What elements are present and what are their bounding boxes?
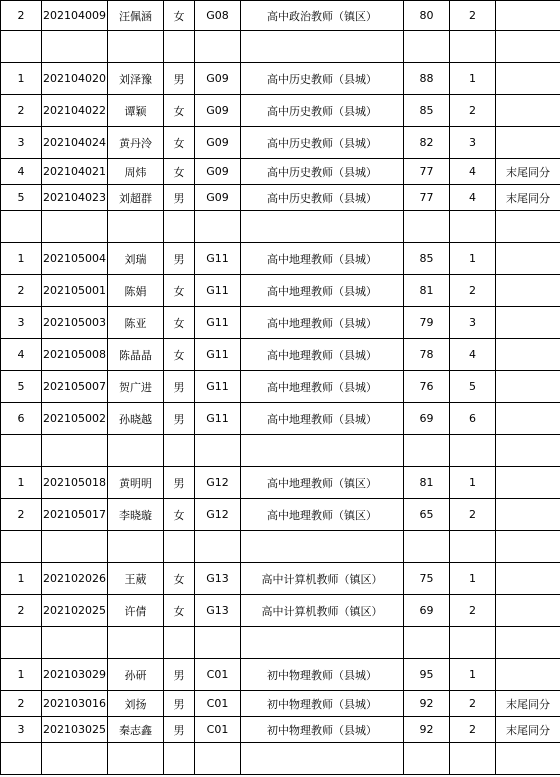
table-row [1,159,560,185]
post-name-cell: 高中地理教师（县城） [241,275,404,307]
name-cell [108,211,164,243]
post-name-cell [241,31,404,63]
score-cell [404,531,450,563]
name-cell [108,627,164,659]
post-code-cell: C01 [195,717,241,743]
post-name-cell: 初中物理教师（县城） [241,691,404,717]
exam-id-cell: 202105003 [42,307,108,339]
seq-cell: 1 [1,659,42,691]
remark-cell: 末尾同分 [496,185,560,211]
score-cell: 77 [404,185,450,211]
rank-cell: 6 [450,403,496,435]
score-cell: 80 [404,1,450,31]
score-cell: 75 [404,563,450,595]
rank-cell: 1 [450,63,496,95]
score-cell: 77 [404,159,450,185]
post-name-cell: 高中计算机教师（镇区） [241,563,404,595]
table-row [1,371,560,403]
table-row [1,659,560,691]
name-cell: 刘泽豫 [108,63,164,95]
exam-id-cell: 202104024 [42,127,108,159]
post-name-cell [241,435,404,467]
remark-cell [496,435,560,467]
score-cell [404,743,450,775]
rank-cell [450,627,496,659]
exam-id-cell: 202105018 [42,467,108,499]
remark-cell [496,531,560,563]
post-code-cell [195,743,241,775]
seq-cell [1,627,42,659]
name-cell: 陈晶晶 [108,339,164,371]
exam-id-cell: 202105008 [42,339,108,371]
name-cell: 陈娟 [108,275,164,307]
name-cell [108,435,164,467]
seq-cell: 6 [1,403,42,435]
seq-cell: 1 [1,467,42,499]
seq-cell: 5 [1,371,42,403]
gender-cell: 男 [164,467,195,499]
post-code-cell: G13 [195,563,241,595]
name-cell: 刘瑞 [108,243,164,275]
exam-id-cell [42,627,108,659]
post-code-cell: G11 [195,339,241,371]
name-cell: 谭颖 [108,95,164,127]
remark-cell [496,371,560,403]
post-code-cell: G12 [195,499,241,531]
gender-cell [164,211,195,243]
remark-cell [496,243,560,275]
score-cell [404,627,450,659]
post-name-cell [241,743,404,775]
seq-cell [1,743,42,775]
seq-cell: 2 [1,275,42,307]
remark-cell [496,563,560,595]
table-row [1,1,560,31]
rank-cell: 3 [450,127,496,159]
post-code-cell [195,435,241,467]
gender-cell: 女 [164,159,195,185]
post-code-cell: G09 [195,63,241,95]
score-cell: 92 [404,717,450,743]
gender-cell [164,743,195,775]
exam-id-cell: 202104023 [42,185,108,211]
remark-cell [496,275,560,307]
remark-cell [496,743,560,775]
remark-cell [496,95,560,127]
exam-id-cell: 202103025 [42,717,108,743]
remark-cell [496,339,560,371]
rank-cell [450,743,496,775]
remark-cell: 末尾同分 [496,691,560,717]
seq-cell: 1 [1,563,42,595]
seq-cell: 2 [1,595,42,627]
score-cell: 95 [404,659,450,691]
rank-cell: 2 [450,499,496,531]
seq-cell: 2 [1,95,42,127]
blank-row [1,31,560,63]
rank-cell: 3 [450,307,496,339]
name-cell: 陈亚 [108,307,164,339]
score-cell: 81 [404,467,450,499]
post-name-cell: 高中地理教师（县城） [241,403,404,435]
post-code-cell: C01 [195,659,241,691]
gender-cell: 女 [164,275,195,307]
seq-cell: 3 [1,717,42,743]
exam-id-cell: 202105017 [42,499,108,531]
remark-cell [496,307,560,339]
post-name-cell: 初中物理教师（县城） [241,659,404,691]
name-cell: 汪佩涵 [108,1,164,31]
post-code-cell: G09 [195,185,241,211]
exam-id-cell: 202104020 [42,63,108,95]
post-name-cell: 高中历史教师（县城） [241,95,404,127]
rank-cell: 2 [450,275,496,307]
gender-cell: 男 [164,371,195,403]
score-cell [404,435,450,467]
name-cell: 许倩 [108,595,164,627]
post-code-cell [195,31,241,63]
rank-cell: 2 [450,691,496,717]
table-row [1,499,560,531]
name-cell: 孙晓越 [108,403,164,435]
exam-id-cell: 202105004 [42,243,108,275]
table-row [1,691,560,717]
table-row [1,563,560,595]
post-code-cell: G09 [195,159,241,185]
exam-id-cell: 202104022 [42,95,108,127]
post-name-cell: 高中历史教师（县城） [241,185,404,211]
post-name-cell: 高中地理教师（镇区） [241,499,404,531]
table-row [1,63,560,95]
post-code-cell: C01 [195,691,241,717]
gender-cell: 女 [164,95,195,127]
post-code-cell [195,627,241,659]
post-name-cell: 初中物理教师（县城） [241,717,404,743]
rank-cell [450,531,496,563]
seq-cell: 3 [1,307,42,339]
name-cell [108,743,164,775]
exam-id-cell: 202105002 [42,403,108,435]
gender-cell [164,31,195,63]
seq-cell: 1 [1,243,42,275]
score-cell [404,211,450,243]
table-row [1,467,560,499]
post-code-cell: G11 [195,275,241,307]
gender-cell: 男 [164,691,195,717]
post-code-cell: G11 [195,307,241,339]
remark-cell [496,499,560,531]
name-cell: 李晓璇 [108,499,164,531]
name-cell: 秦志鑫 [108,717,164,743]
post-code-cell [195,211,241,243]
table-row [1,403,560,435]
exam-id-cell: 202103029 [42,659,108,691]
remark-cell [496,403,560,435]
post-name-cell: 高中地理教师（镇区） [241,467,404,499]
gender-cell [164,435,195,467]
seq-cell: 1 [1,63,42,95]
rank-cell [450,31,496,63]
exam-id-cell: 202103016 [42,691,108,717]
score-cell: 82 [404,127,450,159]
rank-cell [450,435,496,467]
name-cell: 贺广进 [108,371,164,403]
rank-cell: 1 [450,243,496,275]
name-cell: 黄丹泠 [108,127,164,159]
post-code-cell [195,531,241,563]
gender-cell: 男 [164,243,195,275]
gender-cell: 女 [164,499,195,531]
seq-cell [1,211,42,243]
table-row [1,339,560,371]
blank-row [1,531,560,563]
name-cell: 刘超群 [108,185,164,211]
blank-row [1,435,560,467]
gender-cell: 女 [164,127,195,159]
exam-id-cell: 202102026 [42,563,108,595]
post-code-cell: G08 [195,1,241,31]
gender-cell: 女 [164,563,195,595]
score-cell: 69 [404,403,450,435]
seq-cell: 2 [1,691,42,717]
seq-cell [1,31,42,63]
exam-id-cell [42,743,108,775]
post-name-cell: 高中地理教师（县城） [241,307,404,339]
post-code-cell: G12 [195,467,241,499]
post-code-cell: G11 [195,243,241,275]
rank-cell: 2 [450,595,496,627]
rank-cell [450,211,496,243]
name-cell: 刘扬 [108,691,164,717]
table-row [1,307,560,339]
name-cell [108,31,164,63]
table-row [1,127,560,159]
table-row [1,275,560,307]
remark-cell: 末尾同分 [496,159,560,185]
rank-cell: 1 [450,659,496,691]
rank-cell: 1 [450,563,496,595]
exam-id-cell: 202105007 [42,371,108,403]
name-cell [108,531,164,563]
table-row [1,717,560,743]
table-row [1,243,560,275]
name-cell: 周炜 [108,159,164,185]
name-cell: 孙研 [108,659,164,691]
seq-cell: 4 [1,159,42,185]
rank-cell: 4 [450,185,496,211]
rank-cell: 2 [450,95,496,127]
blank-row [1,743,560,775]
exam-id-cell: 202105001 [42,275,108,307]
gender-cell: 男 [164,63,195,95]
rank-cell: 2 [450,1,496,31]
seq-cell: 2 [1,1,42,31]
remark-cell [496,595,560,627]
table-body [1,1,560,775]
seq-cell [1,531,42,563]
gender-cell: 女 [164,595,195,627]
table-row [1,185,560,211]
gender-cell: 男 [164,403,195,435]
remark-cell: 末尾同分 [496,717,560,743]
gender-cell: 女 [164,307,195,339]
remark-cell [496,31,560,63]
gender-cell: 男 [164,659,195,691]
gender-cell: 女 [164,339,195,371]
exam-id-cell: 202102025 [42,595,108,627]
remark-cell [496,659,560,691]
exam-id-cell [42,531,108,563]
score-cell: 69 [404,595,450,627]
score-cell: 92 [404,691,450,717]
post-code-cell: G09 [195,95,241,127]
exam-id-cell [42,435,108,467]
rank-cell: 1 [450,467,496,499]
seq-cell: 2 [1,499,42,531]
gender-cell [164,627,195,659]
exam-id-cell [42,31,108,63]
post-name-cell: 高中计算机教师（镇区） [241,595,404,627]
post-name-cell [241,531,404,563]
remark-cell [496,467,560,499]
rank-cell: 2 [450,717,496,743]
gender-cell: 女 [164,1,195,31]
post-name-cell: 高中地理教师（县城） [241,339,404,371]
remark-cell [496,627,560,659]
exam-id-cell: 202104021 [42,159,108,185]
remark-cell [496,211,560,243]
table-row [1,595,560,627]
table-row [1,95,560,127]
post-code-cell: G13 [195,595,241,627]
score-cell: 65 [404,499,450,531]
seq-cell: 3 [1,127,42,159]
name-cell: 王葳 [108,563,164,595]
score-cell: 85 [404,243,450,275]
name-cell: 黄明明 [108,467,164,499]
post-name-cell: 高中历史教师（县城） [241,127,404,159]
post-code-cell: G09 [195,127,241,159]
post-name-cell: 高中历史教师（县城） [241,63,404,95]
rank-cell: 5 [450,371,496,403]
post-name-cell: 高中地理教师（县城） [241,371,404,403]
exam-id-cell [42,211,108,243]
blank-row [1,211,560,243]
seq-cell: 4 [1,339,42,371]
score-cell [404,31,450,63]
score-cell: 76 [404,371,450,403]
rank-cell: 4 [450,339,496,371]
exam-id-cell: 202104009 [42,1,108,31]
post-name-cell [241,211,404,243]
post-name-cell: 高中历史教师（县城） [241,159,404,185]
gender-cell [164,531,195,563]
gender-cell: 男 [164,717,195,743]
gender-cell: 男 [164,185,195,211]
post-name-cell: 高中政治教师（镇区） [241,1,404,31]
blank-row [1,627,560,659]
score-cell: 85 [404,95,450,127]
post-name-cell [241,627,404,659]
remark-cell [496,127,560,159]
seq-cell: 5 [1,185,42,211]
post-code-cell: G11 [195,403,241,435]
remark-cell [496,63,560,95]
rank-cell: 4 [450,159,496,185]
score-cell: 79 [404,307,450,339]
remark-cell [496,1,560,31]
post-code-cell: G11 [195,371,241,403]
score-cell: 81 [404,275,450,307]
score-cell: 78 [404,339,450,371]
seq-cell [1,435,42,467]
score-cell: 88 [404,63,450,95]
post-name-cell: 高中地理教师（县城） [241,243,404,275]
